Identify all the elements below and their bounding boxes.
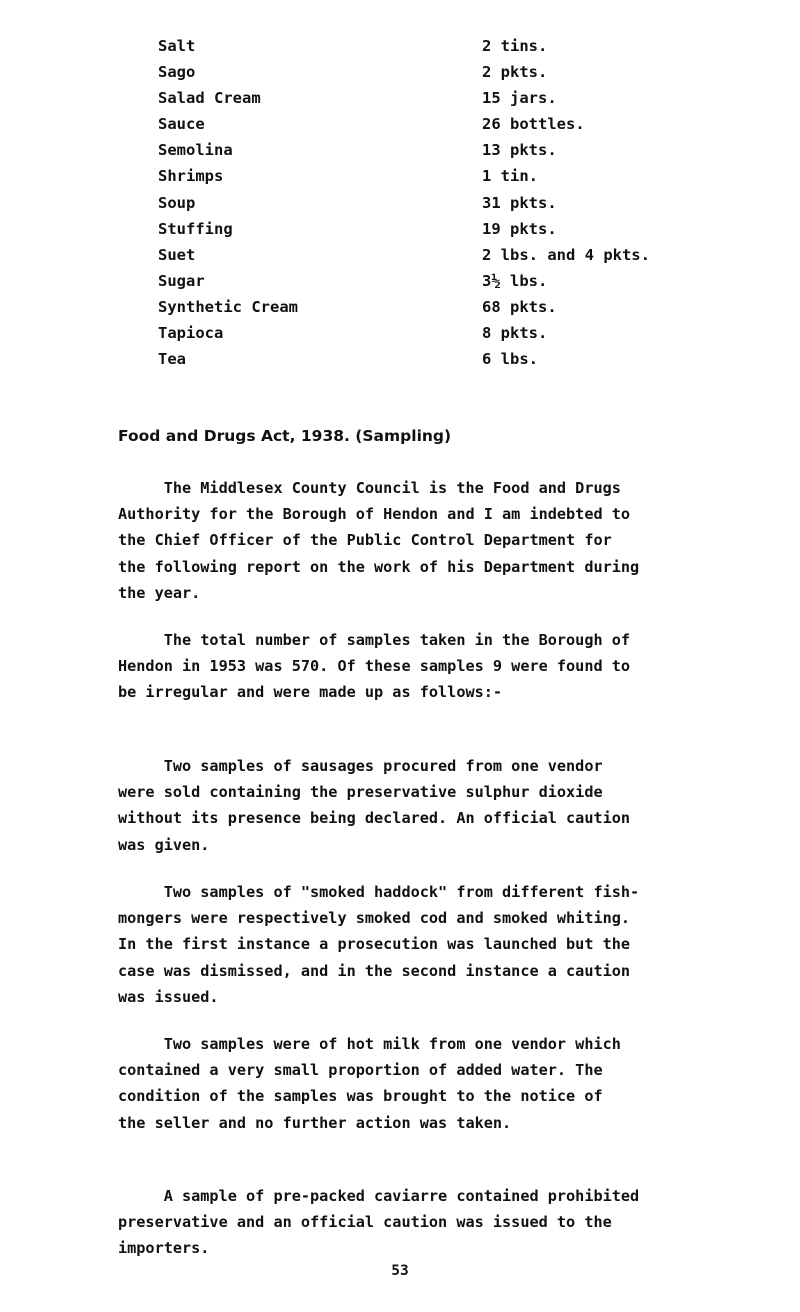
- paragraph-food-drugs-authority: The Middlesex County Council is the Food and Drugs Authority for the Borough of Hendon and I am indebted to the Chief Officer of the Public Control Department for the following report on the work of his Department during the year.: [118, 479, 640, 602]
- paragraph-sausages: Two samples of sausages procured from one vendor were sold containing the preservative sulphur dioxide without its presence being declared. An official caution was given.: [118, 757, 631, 854]
- item-quantity: 13 pkts.: [482, 141, 557, 160]
- item-quantity: 15 jars.: [482, 89, 557, 108]
- item-name: Synthetic Cream: [158, 297, 298, 316]
- item-quantity: 1 tin.: [482, 167, 538, 186]
- item-name: Sauce: [158, 115, 205, 134]
- item-name: Sago: [158, 63, 196, 82]
- list-item: [158, 193, 758, 219]
- list-item: [158, 323, 758, 349]
- paragraph-samples-total: The total number of samples taken in the Borough of Hendon in 1953 was 570. Of these samples 9 were found to be irregular and were made up as follows:-: [118, 631, 631, 702]
- list-item: [158, 297, 758, 323]
- list-item: [158, 36, 758, 62]
- item-quantity: 2 lbs. and 4 pkts.: [482, 245, 650, 264]
- paragraph-hot-milk: Two samples were of hot milk from one vendor which contained a very small proportion of added water. The condition of the samples was brought to the notice of the seller and no further action was taken.: [118, 1035, 621, 1132]
- paragraph-smoked-haddock: Two samples of "smoked haddock" from different fish- mongers were respectively smoked cod and smoked whiting. In the first instance a prosecution was launched but the case was dismissed, and in the second instance a caution was issued.: [118, 883, 640, 1006]
- item-name: Sugar: [158, 271, 205, 290]
- item-name: Suet: [158, 245, 196, 264]
- item-name: Salt: [158, 37, 196, 55]
- item-name: Tea: [158, 350, 186, 369]
- item-name: Shrimps: [158, 167, 224, 186]
- section-heading: Food and Drugs Act, 1938. (Sampling): [118, 427, 452, 445]
- item-quantity: 19 pkts.: [482, 219, 557, 238]
- item-name: Salad Cream: [158, 89, 261, 108]
- list-item: [158, 88, 758, 114]
- list-item: [158, 114, 758, 140]
- item-name: Soup: [158, 193, 196, 212]
- list-item: [158, 62, 758, 88]
- list-item: [158, 271, 758, 297]
- item-name: Stuffing: [158, 219, 233, 238]
- page-number: 53: [391, 1263, 409, 1279]
- list-item: [158, 140, 758, 166]
- item-quantity: 6 lbs.: [482, 350, 538, 369]
- list-item: [158, 219, 758, 245]
- item-quantity: 2 tins.: [482, 37, 548, 55]
- list-item: [158, 166, 758, 192]
- list-item: [158, 349, 758, 375]
- item-name: Tapioca: [158, 324, 224, 343]
- item-quantity: 2 pkts.: [482, 63, 548, 82]
- paragraph-caviarre: A sample of pre-packed caviarre contained prohibited preservative and an official caution was issued to the importers.: [118, 1187, 640, 1258]
- item-quantity: 31 pkts.: [482, 193, 557, 212]
- item-quantity: 26 bottles.: [482, 115, 585, 134]
- list-item: [158, 245, 758, 271]
- item-quantity: 8 pkts.: [482, 324, 548, 343]
- item-name: Semolina: [158, 141, 233, 160]
- items-list: [158, 36, 758, 375]
- item-quantity: 3½ lbs.: [482, 271, 548, 290]
- item-quantity: 68 pkts.: [482, 297, 557, 316]
